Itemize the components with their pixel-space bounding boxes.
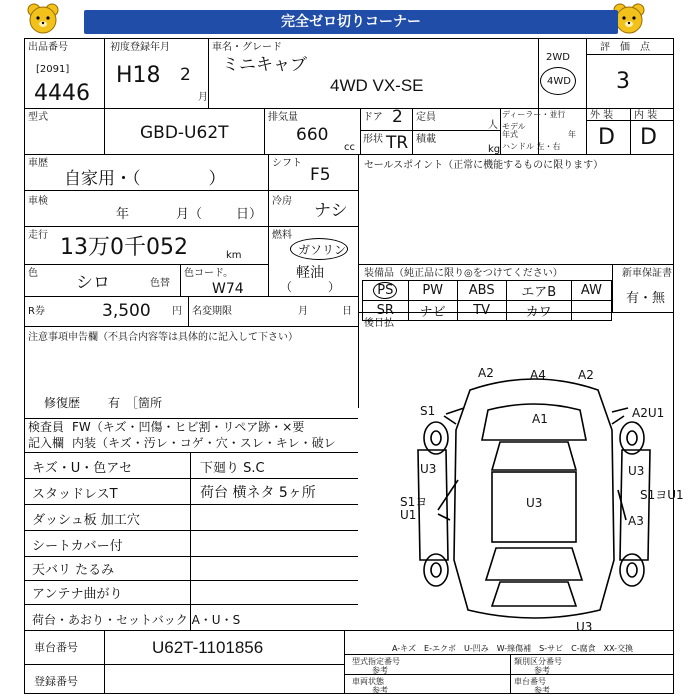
- lot-number: 4446: [34, 81, 90, 106]
- form-label-1: 型式指定番号: [352, 657, 400, 666]
- color-label: 色: [28, 268, 38, 279]
- chassis-label: 車台番号: [34, 641, 78, 654]
- score-label: 評 価 点: [600, 42, 650, 53]
- dmg-a1-hood: A1: [532, 412, 548, 426]
- note-left-7: 荷台・あおり・セットバック A・U・S: [32, 613, 241, 627]
- equip-tv: TV: [457, 301, 506, 321]
- inspector-label: 検査員: [28, 420, 65, 434]
- equipment-table: [362, 280, 612, 321]
- history-value: 自家用・（ ）: [64, 169, 226, 189]
- shift-value: F5: [310, 165, 331, 185]
- row-divider: [24, 108, 674, 109]
- disp-label: 排気量: [268, 112, 298, 123]
- legend: A-キズ E-エクボ U-凹み W-線傷補 S-サビ C-腐食 XX-交換: [392, 644, 634, 653]
- header-title: 完全ゼロ切りコーナー: [84, 10, 618, 34]
- note-left-6: アンテナ曲がり: [32, 587, 123, 602]
- dmg-u3-rear: U3: [576, 620, 593, 634]
- first-reg-label: 初度登録年月: [110, 42, 170, 53]
- fuel-label: 燃料: [272, 230, 292, 241]
- regno-label: 登録番号: [34, 675, 78, 688]
- chassis-value: U62T-1101856: [152, 638, 264, 657]
- form-label-4: 車台番号: [514, 677, 546, 686]
- dmg-a4-front: A4: [530, 368, 546, 382]
- capacity-label: 定員: [416, 112, 436, 123]
- entry-label: 記入欄: [28, 436, 65, 450]
- equip-leather: カワ: [506, 301, 571, 321]
- ac-value: ナシ: [314, 201, 348, 221]
- capacity-unit: 人: [488, 120, 498, 131]
- disp-value: 660: [296, 125, 329, 145]
- car-diagram: [400, 360, 668, 630]
- handle-label: ハンドル 左・右: [502, 142, 561, 151]
- lot-label: 出品番号: [28, 42, 68, 53]
- note-left-4: シートカバー付: [32, 539, 123, 554]
- recycle-value: 3,500: [102, 301, 151, 321]
- color-code-value: W74: [212, 281, 244, 297]
- form-sub-3: 参考: [372, 686, 388, 695]
- dmg-s1u1-left: S1ヨ U1: [400, 495, 428, 522]
- meigi-label: 名変期限: [192, 306, 232, 317]
- type-value: GBD-U62T: [140, 123, 229, 143]
- interior-value: D: [640, 125, 657, 150]
- equip-navi: ナビ: [408, 301, 457, 321]
- fuel-value2: 軽油: [296, 265, 324, 281]
- first-reg-month: 2: [180, 65, 191, 85]
- score: 3: [616, 69, 630, 94]
- rear-seat-label: 後日払: [364, 318, 394, 329]
- fuel-value1: ガソリン: [298, 243, 347, 257]
- drive-value: 4WD: [547, 76, 571, 87]
- dmg-u3-left-door: U3: [420, 462, 437, 476]
- disp-unit: cc: [344, 142, 355, 153]
- color-swap-label: 色替: [150, 278, 170, 289]
- form-label-2: 類別区分番号: [514, 657, 562, 666]
- equip-pw: PW: [408, 281, 457, 301]
- interior-label: 内 装: [634, 110, 658, 121]
- note-left-3: ダッシュ板 加工穴: [32, 513, 140, 528]
- load-unit: kg: [488, 144, 501, 155]
- sales-point-label: セールスポイント（正常に機能するものに限ります）: [364, 160, 604, 171]
- meigi-day: 日: [342, 306, 352, 317]
- inspect-month: 月（: [176, 207, 203, 222]
- car-name: ミニキャブ: [222, 55, 307, 75]
- notes-label: 注意事項申告欄（不具合内容等は具体的に記入して下さい）: [28, 332, 298, 343]
- exterior-value: D: [598, 125, 615, 150]
- door-label: ドア: [363, 112, 383, 123]
- equip-abs: ABS: [457, 281, 506, 301]
- meigi-month: 月: [298, 306, 308, 317]
- dealer-sub1: モデル: [502, 122, 526, 131]
- dmg-a2-front-right: A2: [578, 368, 594, 382]
- dmg-s1u1-right: S1ヨU1: [640, 488, 684, 502]
- dmg-u3-bed: U3: [526, 496, 543, 510]
- form-label-3: 車両状態: [352, 677, 384, 686]
- dmg-a2u1-right: A2U1: [632, 406, 665, 420]
- load-label: 積載: [416, 134, 436, 145]
- note-left-2: スタッドレスT: [32, 487, 118, 502]
- equip-blank: [571, 301, 611, 321]
- entry-line: 内装（キズ・汚レ・コゲ・穴・スレ・キレ・破レ: [72, 436, 336, 450]
- first-reg-month-unit: 月: [198, 92, 208, 103]
- form-sub-1: 参考: [372, 666, 388, 675]
- type-label: 型式: [28, 112, 48, 123]
- inspect-day: 日）: [236, 207, 263, 222]
- equip-ps: PS: [373, 282, 397, 299]
- dmg-s1-left: S1: [420, 404, 436, 418]
- note-right-1: 下廻り S.C: [200, 461, 265, 476]
- dmg-a3-right: A3: [628, 514, 644, 528]
- inspect-label: 車検: [28, 196, 48, 207]
- inspect-year: 年: [116, 207, 130, 222]
- lot-sub: [2091]: [36, 64, 70, 75]
- form-sub-4: 参考: [534, 686, 550, 695]
- color-code-label: 色コード。: [184, 268, 234, 279]
- equip-sr: SR: [363, 301, 409, 321]
- bear-mascot-left: [26, 2, 60, 36]
- note-left-1: キズ・U・色アセ: [32, 461, 133, 476]
- first-reg-era: H18: [116, 63, 161, 88]
- inspector-line: FW（キズ・凹傷・ヒビ割・リペア跡・×要: [72, 420, 305, 434]
- note-right-2: 荷台 横ネタ 5ヶ所: [200, 485, 316, 501]
- mileage-value: 13万0千052: [60, 235, 188, 260]
- recycle-label: R券: [28, 306, 45, 317]
- dealer-sub2: 年式: [502, 130, 518, 139]
- repair-label: 修復歴: [44, 396, 81, 410]
- ac-label: 冷房: [272, 196, 292, 207]
- warranty-label: 新車保証書: [622, 268, 672, 279]
- color-value: シロ: [76, 273, 110, 293]
- drive-label: 2WD: [546, 52, 570, 63]
- history-label: 車歴: [28, 158, 48, 169]
- shape-value: TR: [386, 133, 409, 153]
- mileage-unit: km: [226, 250, 242, 261]
- form-sub-2: 参考: [534, 666, 550, 675]
- mileage-label: 走行: [28, 230, 48, 241]
- equip-airbag: エアB: [506, 281, 571, 301]
- shape-label: 形状: [363, 134, 383, 145]
- equip-aw: AW: [571, 281, 611, 301]
- equip-label: 装備品（純正品に限り◎をつけてください）: [364, 268, 563, 279]
- repair-value: 有 ［箇所: [108, 396, 163, 410]
- dealer-sub3: 年: [568, 130, 576, 139]
- grade: 4WD VX-SE: [330, 76, 424, 95]
- door-value: 2: [392, 107, 403, 127]
- note-left-5: 天バリ たるみ: [32, 563, 115, 578]
- recycle-unit: 円: [172, 306, 182, 317]
- model-label: 車名・グレード: [212, 42, 282, 53]
- dmg-a2-front-left: A2: [478, 366, 494, 380]
- auction-sheet: 完全ゼロ切りコーナー 出品番号 [2091] 4446 初度登録年月 H18 2 月 車名・グレード ミニキャブ 4WD VX-SE 2WD 4WD 評 価 点 3 型式 GBD-U62T 排気量 660 cc ドア 2 形状 TR 定員 人 積載 kg ディーラー・並行 モデル 年式 年 ハンドル 左・右 外 装 内 装 D D 車歴 自家用・（ ） シフト F5 車検 年 月（ 日） 冷房 ナシ 走行 13万0千052 km 燃料 ガソリン 軽油 色 シロ 色替 色コード。 W74 （ ） R券 3,500 円 名変期限 月 日 注意事項申告欄（不具合内容等は具体的に記入して下さい） 修復歴 有 ［箇所 セールスポイント（正常に機能するものに限ります） 装備品（純正品に限り◎をつけてください） 新車保証書 有・無 PS PW ABS エアB AW SR ナビ TV カワ 後日払 検査員 FW（キズ・凹傷・ヒビ割・リペア跡・×要 記入欄 内装（キズ・汚レ・コゲ・穴・スレ・キレ・破レ キズ・U・色アセ スタッドレスT ダッシュ板 加工穴 シートカバー付 天バリ たるみ アンテナ曲がり 荷台・あおり・セットバック A・U・S 下廻り S.C 荷台 横ネタ 5ヶ所 車台番号 U62T-1101856 登録番号 A-キズ E-エクボ U-凹み W-線傷補 S-サビ C-腐食 XX-交換 型式指定番号 参考 類別区分番号 参考 車両状態 参考 車台番号 参考 A2 A4 A2 S1 A1 A2U1 U3 U3 S1ヨ U1 U3 S1ヨU1 A3 U3: [0, 0, 700, 700]
- dealer-label: ディーラー・並行: [502, 110, 566, 119]
- warranty-value: 有・無: [626, 291, 666, 306]
- shift-label: シフト: [272, 158, 302, 169]
- dmg-u3-right-door: U3: [628, 464, 645, 478]
- exterior-label: 外 装: [590, 110, 614, 121]
